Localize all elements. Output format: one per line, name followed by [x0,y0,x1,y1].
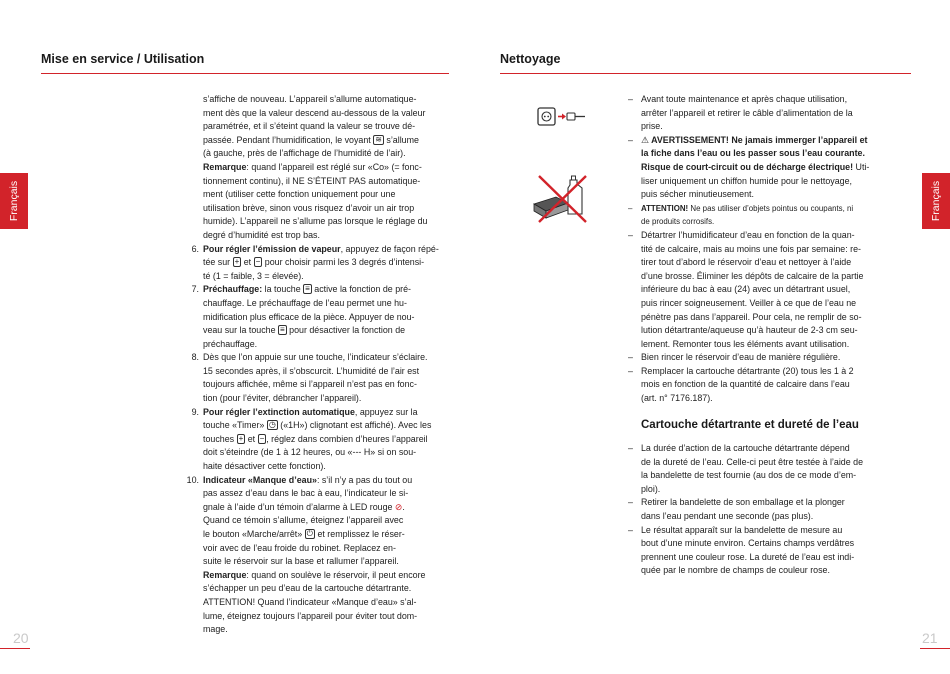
list-item: – Retirer la bandelette de son emballage et la plonger dans l’eau pendant une seconde (pas plus). [628,497,845,521]
item-number: 9. [191,406,199,417]
bullet-dash: – [628,134,633,145]
left-page-number: 20 [13,630,29,646]
item-number: 7. [191,284,199,295]
right-body-column [628,93,909,406]
intro-line: tionnement continu), il NE S’ÉTEINT PAS automatique- [203,175,421,186]
item-number: 8. [191,352,199,363]
bullet-dash: – [628,229,633,240]
list-item: – Remplacer la cartouche détartrante (20) tous les 1 à 2 mois en fonction de la quantité de calcaire dans l’eau (art. n° 7176.187). [628,365,854,404]
list-item: 9. Pour régler l’extinction automatique, appuyez sur la touche «Timer» ◷ («1H») clignotant est affiché). Avec les touches + et − , réglez dans combien d’heures l’appareil doit s’éteindre (de 1 à 12 heures, ou «--- H» si on sou- haite désactiver cette fonction). [182,406,449,474]
list-item: – La durée d’action de la cartouche détartrante dépend de la dureté de l’eau. Celle-ci peut être testée à l’aide de la bandelette de test fournie (au dos de ce mode d’em- ploi). [628,443,864,494]
list-item: 8. Dès que l’on appuie sur une touche, l’indicateur s’éclaire. 15 secondes après, il s’obscurcit. L’humidité de l’air est toujours affichée, même si l’appareil n’est pas en fonc- tion (pour l’éviter, débrancher l’appareil). [182,351,449,405]
list-item: – Le résultat apparaît sur la bandelette de mesure au bout d’une minute environ. Certains champs verdâtres prennent une couleur rose. La dureté de l’eau est indi- quée par le nombre de champs de couleur rose. [628,524,855,576]
bullet-dash: – [628,497,633,508]
intro-line: ment dès que la valeur descend au-dessous de la valeur [203,107,426,118]
list-item: – ATTENTION! Ne pas utiliser d’objets pointus ou coupants, ni de produits corrosifs. [628,203,854,227]
left-language-tab [0,173,28,229]
list-item: – ⚠ AVERTISSEMENT! Ne jamais immerger l’appareil et la fiche dans l’eau ou les passer sous l’eau courante. Risque de court-circuit ou de décharge électrique! Uti- liser uniquement un chiffon humide pour le nettoyage, puis sécher minutieusement. [628,134,870,200]
right-language-tab [922,173,950,229]
bullet-dash: – [628,94,633,104]
plus-icon: + [238,433,244,443]
plus-icon: + [234,257,240,267]
intro-line: paramétrée, et il s’éteint quand la valeur se trouve dé- [203,121,416,132]
item-number: 6. [191,243,199,254]
left-page-heading: Mise en service / Utilisation [41,52,205,66]
list-item: – Détartrer l’humidificateur d’eau en fonction de la quan- tité de calcaire, mais au moins une fois par semaine: re- tirer tout d’abord le réservoir d’eau et nettoyer à l’aide d’une brosse. Éliminer les dépôts de calcaire de la partie inférieure du bac à eau (24) avec un détartrant usuel, puis rincer soigneusement. Veiller à ce que de l’eau ne pénètre pas dans l’appareil. Pour cela, ne remplir de so- lution détartrante/aqueuse qu’à hauteur de 2-3 cm seu- lement. Remonter tous les éléments avant utilisation. [628,229,864,349]
section-subheading: Cartouche détartrante et dureté de l’eau [641,419,859,431]
intro-line: passée. Pendant l’humidification, le voyant ≋ s’allume [203,134,419,145]
left-footer-rule [0,648,30,649]
timer-icon: ◷ [268,420,276,430]
list-item: – Bien rincer le réservoir d’eau de manière régulière. [628,351,909,365]
intro-line: Remarque: quand l’appareil est réglé sur «Co» (= fonc- [203,161,422,172]
intro-line: utilisation brève, sinon vous risquez d’avoir un air trop [203,202,415,213]
minus-icon: − [259,433,265,443]
list-item: 6. Pour régler l’émission de vapeur, appuyez de façon répé- tée sur + et − pour choisir parmi les 3 degrés d’intensi- té (1 = faible, 3 = élevée). [182,243,449,284]
power-icon: ⏻ [306,529,313,538]
plug-unplug-icon [536,105,588,129]
humidify-icon: ≋ [375,134,382,144]
list-item: 7. Préchauffage: la touche ≡ active la fonction de pré- chauffage. Le préchauffage de l’eau permet une hu- midification plus efficace de la pièce. Appuyer de nou- veau sur la touche ≡ pour désactiver la fonction de préchauffage. [182,283,449,351]
preheat-icon: ≡ [305,284,310,294]
right-heading-rule [500,73,911,74]
left-body-column [186,93,449,637]
intro-line: humide). L’appareil ne s’allume pas lorsque le réglage du [203,216,428,227]
left-heading-rule [41,73,449,74]
bullet-dash: – [628,352,633,363]
led-alarm-icon: ⊘ [394,501,403,512]
intro-line: degré d’humidité est trop bas. [203,229,320,240]
item-number: 10. [186,474,199,485]
bullet-dash: – [628,524,633,535]
left-language-label: Français [8,180,20,222]
right-language-label: Français [930,180,942,222]
list-item: – Avant toute maintenance et après chaque utilisation, arrêter l’appareil et retirer le câble d’alimentation de la prise. [628,94,853,132]
right-footer-rule [920,648,950,649]
minus-icon: − [255,257,261,267]
warning-triangle-icon: ⚠ [641,134,649,145]
bullet-dash: – [628,365,633,376]
preheat-icon: ≡ [280,325,285,335]
intro-line: (à gauche, près de l’affichage de l’humidité de l’air). [203,148,406,159]
intro-line: s’affiche de nouveau. L’appareil s’allume automatique- [203,94,417,104]
right-page-heading: Nettoyage [500,52,561,66]
intro-line: ment (utiliser cette fonction uniquement pour une [203,189,396,200]
bullet-dash: – [628,443,633,453]
right-page-number: 21 [922,630,938,646]
no-detergent-icon [530,170,592,226]
bullet-dash: – [628,203,633,213]
right-body-column-2 [628,442,909,578]
list-item: 10. Indicateur «Manque d’eau»: s’il n’y a pas du tout ou pas assez d’eau dans le bac à eau, l’indicateur le si- gnale à l’aide d’un témoin d’alarme à LED rouge ⊘. Quand ce témoin s’allume, éteignez l’appareil avec le bouton «Marche/arrêt» ⏻ et remplissez le réser- voir avec de l’eau froide du robinet. Replacez en- suite le réservoir sur la base et rallumer l’appareil. Remarque: quand on soulève le réservoir, il peut encore s’échapper un peu d’eau de la cartouche détartrante. ATTENTION! Quand l’indicateur «Manque d’eau» s’al- lume, éteignez toujours l’appareil pour éviter tout dom- mage. [182,474,449,637]
